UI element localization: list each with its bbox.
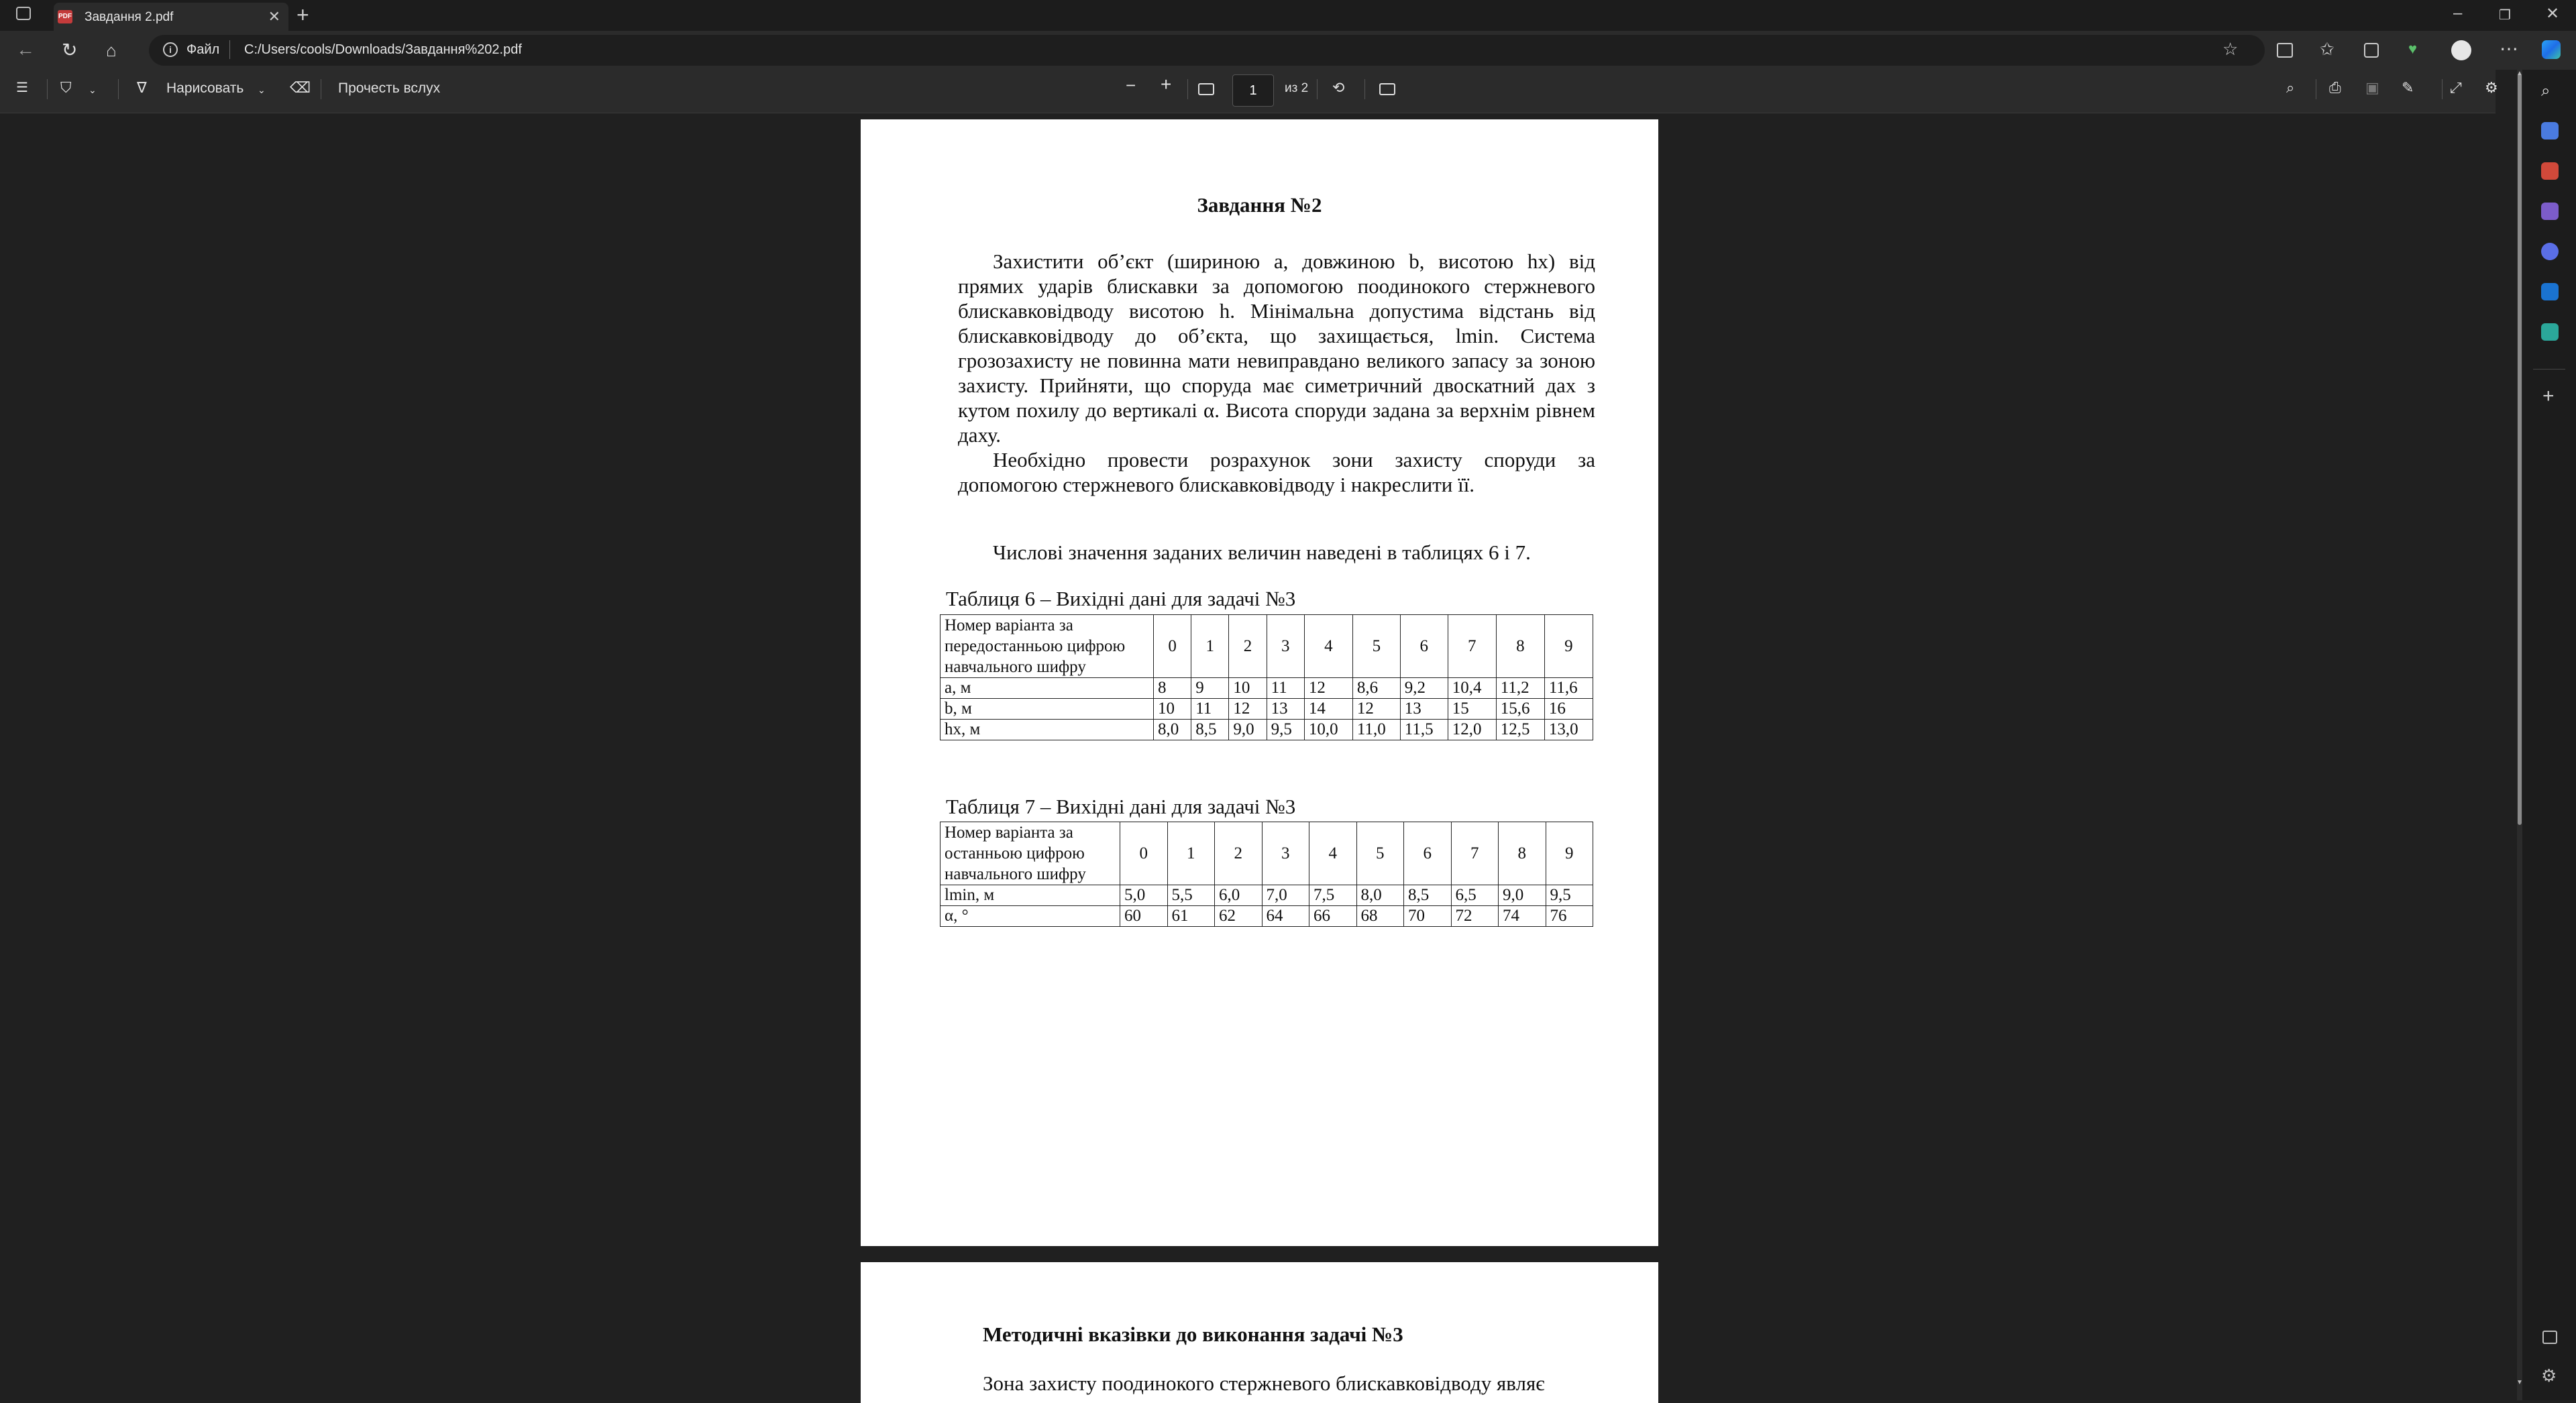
document-title: Завдання №2 <box>1197 193 1322 217</box>
back-icon[interactable]: ← <box>16 39 35 60</box>
table-cell: 8,6 <box>1352 678 1400 699</box>
settings-icon[interactable]: ⚙ <box>2485 79 2498 96</box>
table-row <box>941 906 1593 927</box>
table-cell: 11,6 <box>1544 678 1593 699</box>
url-text[interactable]: C:/Users/cools/Downloads/Завдання%202.pdf <box>244 42 522 57</box>
split-screen-icon[interactable] <box>2277 43 2293 58</box>
table-cell: 9,0 <box>1229 720 1267 740</box>
table-cell: 7,0 <box>1262 885 1309 906</box>
eraser-icon[interactable]: ⌫ <box>290 79 311 96</box>
browser-tab[interactable] <box>54 3 288 31</box>
pdf-page-2 <box>861 1262 1658 1403</box>
table-cell: 14 <box>1304 699 1352 720</box>
table-cell: 15,6 <box>1496 699 1544 720</box>
new-tab-icon[interactable]: + <box>297 3 309 27</box>
read-aloud-button[interactable]: Прочесть вслух <box>338 80 441 96</box>
table7-header-label: Номер варіанта за останньою цифрою навчального шифру <box>941 822 1120 885</box>
print-icon[interactable]: ⎙ <box>2329 79 2341 96</box>
table-cell: 68 <box>1356 906 1404 927</box>
table-cell: 12,5 <box>1496 720 1544 740</box>
table-cell: 11 <box>1267 678 1304 699</box>
right-sidebar <box>2522 70 2576 1400</box>
sidebar-send-icon[interactable] <box>2541 323 2559 341</box>
table-cell: 5,0 <box>1120 885 1168 906</box>
page2-heading: Методичні вказівки до виконання задачі №3 <box>983 1323 1403 1346</box>
table-cell: 2 <box>1215 822 1263 885</box>
more-menu-icon[interactable]: ⋯ <box>2500 38 2518 59</box>
table-cell: 5 <box>1356 822 1404 885</box>
toolbar-divider <box>1364 79 1365 99</box>
save-icon[interactable]: ▣ <box>2365 79 2379 96</box>
toolbar-divider <box>2442 79 2443 99</box>
table6-caption: Таблиця 6 – Вихідні дані для задачі №3 <box>946 587 1296 610</box>
refresh-icon[interactable]: ↻ <box>62 40 78 60</box>
table6-header-label: Номер варіанта за передостанньою цифрою навчального шифру <box>941 615 1154 678</box>
table-row <box>941 720 1593 740</box>
table-cell: 5,5 <box>1167 885 1215 906</box>
table7 <box>940 822 1593 927</box>
page2-text: Зона захисту поодинокого стержневого блискавковідводу являє <box>983 1371 1545 1395</box>
table-cell: 12 <box>1304 678 1352 699</box>
table6 <box>940 614 1593 740</box>
table-cell: 74 <box>1499 906 1546 927</box>
tab-title: Завдання 2.pdf <box>85 10 174 24</box>
fit-to-width-icon[interactable] <box>1198 83 1214 95</box>
table-cell: 66 <box>1309 906 1357 927</box>
window-close-icon[interactable]: ✕ <box>2546 5 2560 23</box>
table-cell: 6,5 <box>1451 885 1499 906</box>
sidebar-tools-icon[interactable] <box>2541 162 2559 180</box>
table-cell: 10 <box>1229 678 1267 699</box>
table-row <box>941 678 1593 699</box>
toolbar-divider <box>1317 79 1318 99</box>
table-cell: 1 <box>1191 615 1229 678</box>
table-cell: 12 <box>1229 699 1267 720</box>
restore-icon[interactable]: ❐ <box>2499 8 2511 23</box>
table-cell: 11 <box>1191 699 1229 720</box>
toolbar-divider <box>1187 79 1188 99</box>
sidebar-search-icon[interactable]: ⌕ <box>2541 82 2551 100</box>
scroll-up-icon[interactable]: ▲ <box>2516 70 2523 77</box>
table-cell: 6,0 <box>1215 885 1263 906</box>
table-cell: 8,5 <box>1404 885 1452 906</box>
contents-list-icon[interactable]: ☰ <box>16 80 28 95</box>
table-cell: 9,5 <box>1267 720 1304 740</box>
table-cell: 2 <box>1229 615 1267 678</box>
table-cell: 6 <box>1404 822 1452 885</box>
table-cell: 8 <box>1496 615 1544 678</box>
table-cell: 8,5 <box>1191 720 1229 740</box>
table-cell: 9 <box>1191 678 1229 699</box>
table-cell: 61 <box>1167 906 1215 927</box>
table-cell: 12,0 <box>1448 720 1496 740</box>
fullscreen-icon[interactable]: ⤢ <box>2450 79 2462 96</box>
browser-essentials-icon[interactable]: ♥ <box>2408 40 2418 57</box>
table-cell: 7 <box>1448 615 1496 678</box>
table-row-label: b, м <box>941 699 1154 720</box>
table-cell: 72 <box>1451 906 1499 927</box>
draw-dropdown-icon[interactable]: ⌄ <box>258 85 266 95</box>
paragraph-requirement: Необхідно провести розрахунок зони захисту споруди за допомогою стержневого блискавковідводу і накреслити її. <box>958 448 1595 496</box>
table-cell: 11,0 <box>1352 720 1400 740</box>
table-cell: 4 <box>1309 822 1357 885</box>
table-cell: 10,4 <box>1448 678 1496 699</box>
table-cell: 8,0 <box>1154 720 1191 740</box>
table-row-label: lmin, м <box>941 885 1120 906</box>
sidebar-outlook-icon[interactable] <box>2541 283 2559 300</box>
address-scheme-label: Файл <box>186 42 220 57</box>
sidebar-app-icon[interactable] <box>2541 122 2559 139</box>
pdf-file-icon: PDF <box>58 10 72 23</box>
profile-avatar[interactable] <box>2451 40 2471 60</box>
page-view-icon[interactable] <box>1379 83 1395 95</box>
pdf-page-1 <box>861 119 1658 1246</box>
table-cell: 13,0 <box>1544 720 1593 740</box>
table-cell: 13 <box>1267 699 1304 720</box>
table-cell: 8,0 <box>1356 885 1404 906</box>
table-cell: 10,0 <box>1304 720 1352 740</box>
table-cell: 0 <box>1154 615 1191 678</box>
table-cell: 9 <box>1546 822 1593 885</box>
sidebar-people-icon[interactable] <box>2541 203 2559 220</box>
home-icon[interactable]: ⌂ <box>106 40 117 60</box>
sidebar-divider <box>2533 369 2565 370</box>
table-row <box>941 885 1593 906</box>
table-cell: 3 <box>1267 615 1304 678</box>
table-cell: 11,2 <box>1496 678 1544 699</box>
minimize-icon[interactable]: – <box>2453 4 2463 22</box>
info-icon[interactable]: i <box>163 42 178 57</box>
table-cell: 9,5 <box>1546 885 1593 906</box>
table-cell: 8 <box>1154 678 1191 699</box>
page-total-label: из 2 <box>1285 81 1309 95</box>
address-divider <box>229 40 230 59</box>
table-cell: 11,5 <box>1400 720 1448 740</box>
table-cell: 76 <box>1546 906 1593 927</box>
toolbar-divider <box>118 79 119 99</box>
table-cell: 62 <box>1215 906 1263 927</box>
table-cell: 6 <box>1400 615 1448 678</box>
table-cell: 10 <box>1154 699 1191 720</box>
copilot-icon[interactable] <box>2542 40 2561 59</box>
sidebar-add-icon[interactable]: + <box>2542 385 2555 407</box>
table-cell: 70 <box>1404 906 1452 927</box>
zoom-out-icon[interactable]: − <box>1126 75 1136 95</box>
table-row-label: α, ° <box>941 906 1120 927</box>
save-as-icon[interactable]: ✎ <box>2402 79 2414 96</box>
table-cell: 16 <box>1544 699 1593 720</box>
table-cell: 4 <box>1304 615 1352 678</box>
close-tab-icon[interactable]: ✕ <box>268 8 280 25</box>
table-cell: 13 <box>1400 699 1448 720</box>
table-cell: 8 <box>1499 822 1546 885</box>
table-cell: 5 <box>1352 615 1400 678</box>
table-cell: 9,0 <box>1499 885 1546 906</box>
find-icon[interactable]: ⌕ <box>2286 79 2295 96</box>
zoom-in-icon[interactable]: + <box>1161 74 1172 95</box>
table-cell: 3 <box>1262 822 1309 885</box>
highlight-icon[interactable]: ⛉ <box>60 79 72 96</box>
table-cell: 15 <box>1448 699 1496 720</box>
table-row-label: hx, м <box>941 720 1154 740</box>
toolbar-divider <box>47 79 48 99</box>
favorites-icon[interactable]: ✩ <box>2320 39 2334 59</box>
scroll-down-icon[interactable]: ▼ <box>2516 1379 2523 1386</box>
favorite-star-icon[interactable]: ☆ <box>2222 39 2239 59</box>
table-cell: 9,2 <box>1400 678 1448 699</box>
collections-icon[interactable] <box>2364 43 2379 58</box>
draw-label[interactable]: Нарисовать <box>166 80 244 96</box>
sidebar-settings-icon[interactable]: ⚙ <box>2541 1365 2557 1386</box>
table7-caption: Таблиця 7 – Вихідні дані для задачі №3 <box>946 795 1296 818</box>
page-number-input[interactable]: 1 <box>1232 74 1274 107</box>
table-cell: 7,5 <box>1309 885 1357 906</box>
rotate-icon[interactable]: ⟲ <box>1332 79 1345 96</box>
table-cell: 64 <box>1262 906 1309 927</box>
paragraph-tables-ref: Числові значення заданих величин наведені в таблицях 6 і 7. <box>993 541 1531 564</box>
table-row <box>941 822 1593 885</box>
sidebar-layout-icon[interactable] <box>2542 1331 2557 1344</box>
table-cell: 0 <box>1120 822 1168 885</box>
sidebar-copilot-icon[interactable] <box>2541 243 2559 260</box>
table-row-label: a, м <box>941 678 1154 699</box>
highlight-dropdown-icon[interactable]: ⌄ <box>89 85 97 95</box>
table-row <box>941 615 1593 678</box>
table-row <box>941 699 1593 720</box>
table-cell: 1 <box>1167 822 1215 885</box>
pdf-scrollbar-thumb[interactable] <box>2518 74 2522 825</box>
table-cell: 60 <box>1120 906 1168 927</box>
draw-icon[interactable]: ∇ <box>137 79 147 96</box>
table-cell: 7 <box>1451 822 1499 885</box>
tab-actions-icon[interactable] <box>16 7 31 20</box>
paragraph-task: Захистити об’єкт (шириною a, довжиною b, висотою hx) від прямих ударів блискавки за допомогою поодинокого стержневого блискавковідводу висотою h. Мінімальна допустима відстань від блискавковідводу до об’єкта, що захищається, lmin. Система грозозахисту не повинна мати невиправдано великого запасу за зоною захисту. Прийняти, що споруда має симетричний двоскатний дах з кутом похилу до вертикалі α. Висота споруди задана за верхнім рівнем даху. <box>958 249 1595 447</box>
tab-bar <box>0 0 2576 31</box>
table-cell: 12 <box>1352 699 1400 720</box>
table-cell: 9 <box>1544 615 1593 678</box>
